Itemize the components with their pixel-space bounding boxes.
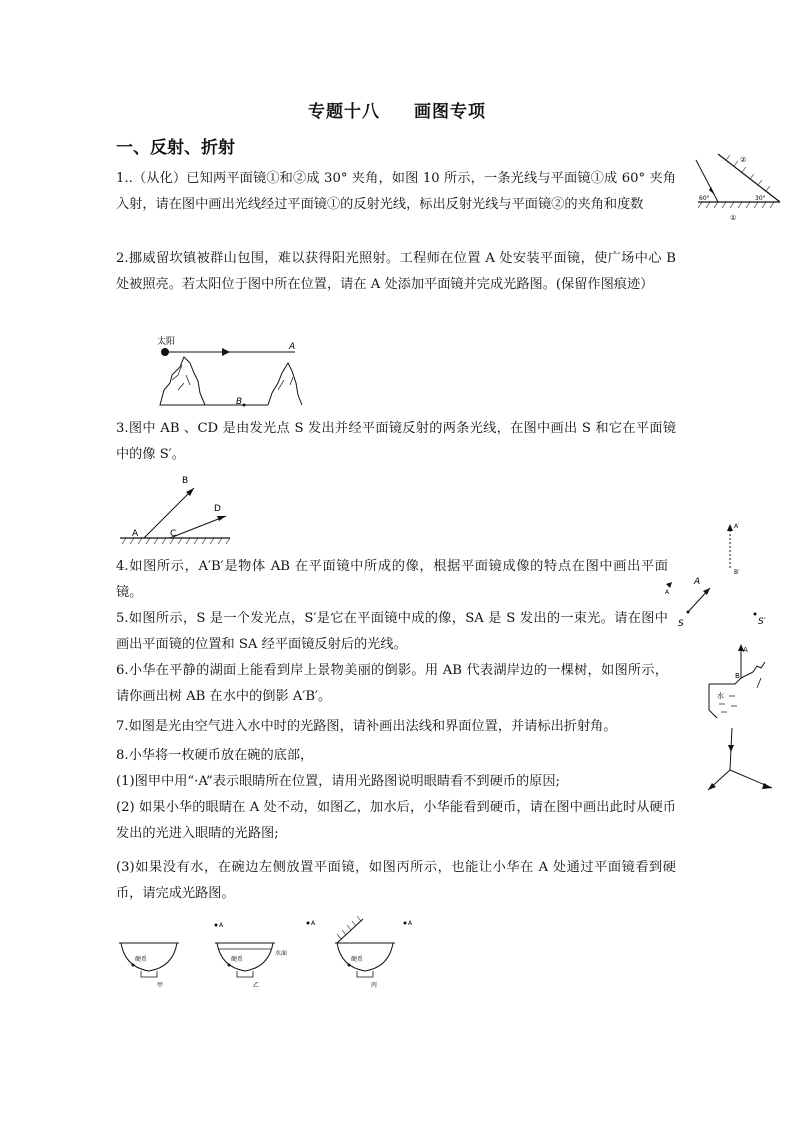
question-1: 1..（从化）已知两平面镜①和②成 30° 夹角，如图 10 所示，一条光线与平面镜①成 60° 夹角入射，请在图中画出光线经过平面镜①的反射光线，标出反射光线与平面镜②的夹角和度数 bbox=[116, 171, 676, 212]
label-b: B bbox=[735, 672, 740, 680]
question-5: 5.如图所示，S 是一个发光点，S′是它在平面镜中成的像，SA 是 S 发出的一束光。请在图中画出平面镜的位置和 SA 经平面镜反射后的光线。 bbox=[116, 611, 668, 652]
label-a: A bbox=[289, 342, 296, 352]
question-6: 6.小华在平静的湖面上能看到岸上景物美丽的倒影。用 AB 代表湖岸边的一棵树，如图所示，请你画出树 AB 在水中的倒影 A′B′。 bbox=[116, 663, 668, 704]
figure-1-mirrors bbox=[690, 150, 785, 225]
section-heading: 一、反射、折射 bbox=[116, 138, 235, 158]
question-8-part-1: (1)图甲中用“·A”表示眼睛所在位置，请用光路图说明眼睛看不到硬币的原因; bbox=[116, 774, 561, 789]
question-8: 8.小华将一枚硬币放在碗的底部， bbox=[116, 748, 314, 763]
label-mirror-1: ① bbox=[730, 214, 737, 222]
label-water: 水 bbox=[717, 692, 724, 700]
label-mirror-2: ② bbox=[740, 156, 747, 164]
label-s-prime: S′ bbox=[758, 617, 766, 627]
label-eye-yi: A bbox=[219, 922, 224, 929]
question-3: 3.图中 AB 、CD 是由发光点 S 发出并经平面镜反射的两条光线，在图中画出 S 和它在平面镜中的像 S′。 bbox=[116, 421, 676, 462]
figure-4-image bbox=[720, 518, 750, 578]
label-coin-jia: 硬币 bbox=[135, 956, 148, 963]
label-b: B bbox=[182, 476, 189, 486]
figure-8-bowls bbox=[115, 915, 420, 990]
question-8-part-2: (2) 如果小华的眼睛在 A 处不动，如图乙，加水后，小华能看到硬币，请在图中画出此时从硬币发出的光进入眼睛的光路图; bbox=[116, 800, 676, 841]
label-yi: 乙 bbox=[253, 982, 260, 989]
figure-2-mountains bbox=[150, 335, 310, 410]
label-jia: 甲 bbox=[157, 982, 164, 989]
label-eye-bing-right: A bbox=[408, 920, 413, 927]
label-a: A bbox=[743, 646, 748, 654]
figure-6-lake-tree bbox=[705, 640, 780, 720]
label-a: A bbox=[694, 577, 701, 587]
label-eye-bing-left: A bbox=[311, 920, 316, 927]
question-4: 4.如图所示，A′B′是物体 AB 在平面镜中所成的像，根据平面镜成像的特点在图中画出平面镜。 bbox=[116, 559, 668, 600]
figure-7-refraction bbox=[700, 722, 780, 797]
label-b: B bbox=[236, 397, 243, 407]
label-d: D bbox=[214, 504, 221, 514]
label-c: C bbox=[170, 529, 177, 539]
question-7: 7.如图是光由空气进入水中时的光路图，请补画出法线和界面位置，并请标出折射角。 bbox=[116, 719, 617, 734]
label-small-a: A bbox=[665, 589, 670, 596]
label-s: S bbox=[678, 619, 684, 629]
label-water-surface: 水面 bbox=[275, 950, 288, 957]
label-coin-bing: 硬币 bbox=[351, 956, 364, 963]
label-b-prime: B′ bbox=[734, 569, 740, 576]
figure-3-mirror-rays bbox=[120, 470, 230, 550]
label-bing: 丙 bbox=[371, 982, 378, 989]
label-a-prime: A′ bbox=[734, 523, 740, 530]
page-title bbox=[0, 97, 794, 122]
label-a: A bbox=[132, 529, 139, 539]
title-topic: 专题十八 bbox=[308, 102, 380, 122]
question-2: 2.挪威留坎镇被群山包围，难以获得阳光照射。工程师在位置 A 处安装平面镜，使广场中心 B 处被照亮。若太阳位于图中所在位置，请在 A 处添加平面镜并完成光路图。(保留作图痕迹） bbox=[116, 251, 676, 292]
label-angle-60: 60° bbox=[699, 195, 710, 202]
label-sun: 太阳 bbox=[157, 337, 176, 347]
label-angle-30: 30° bbox=[755, 195, 766, 202]
figure-5-light-source bbox=[660, 572, 780, 632]
question-8-part-3: (3)如果没有水，在碗边左侧放置平面镜，如图丙所示，也能让小华在 A 处通过平面镜看到硬币，请完成光路图。 bbox=[116, 860, 676, 901]
label-coin-yi: 硬币 bbox=[231, 956, 244, 963]
title-subject: 画图专项 bbox=[414, 102, 486, 122]
